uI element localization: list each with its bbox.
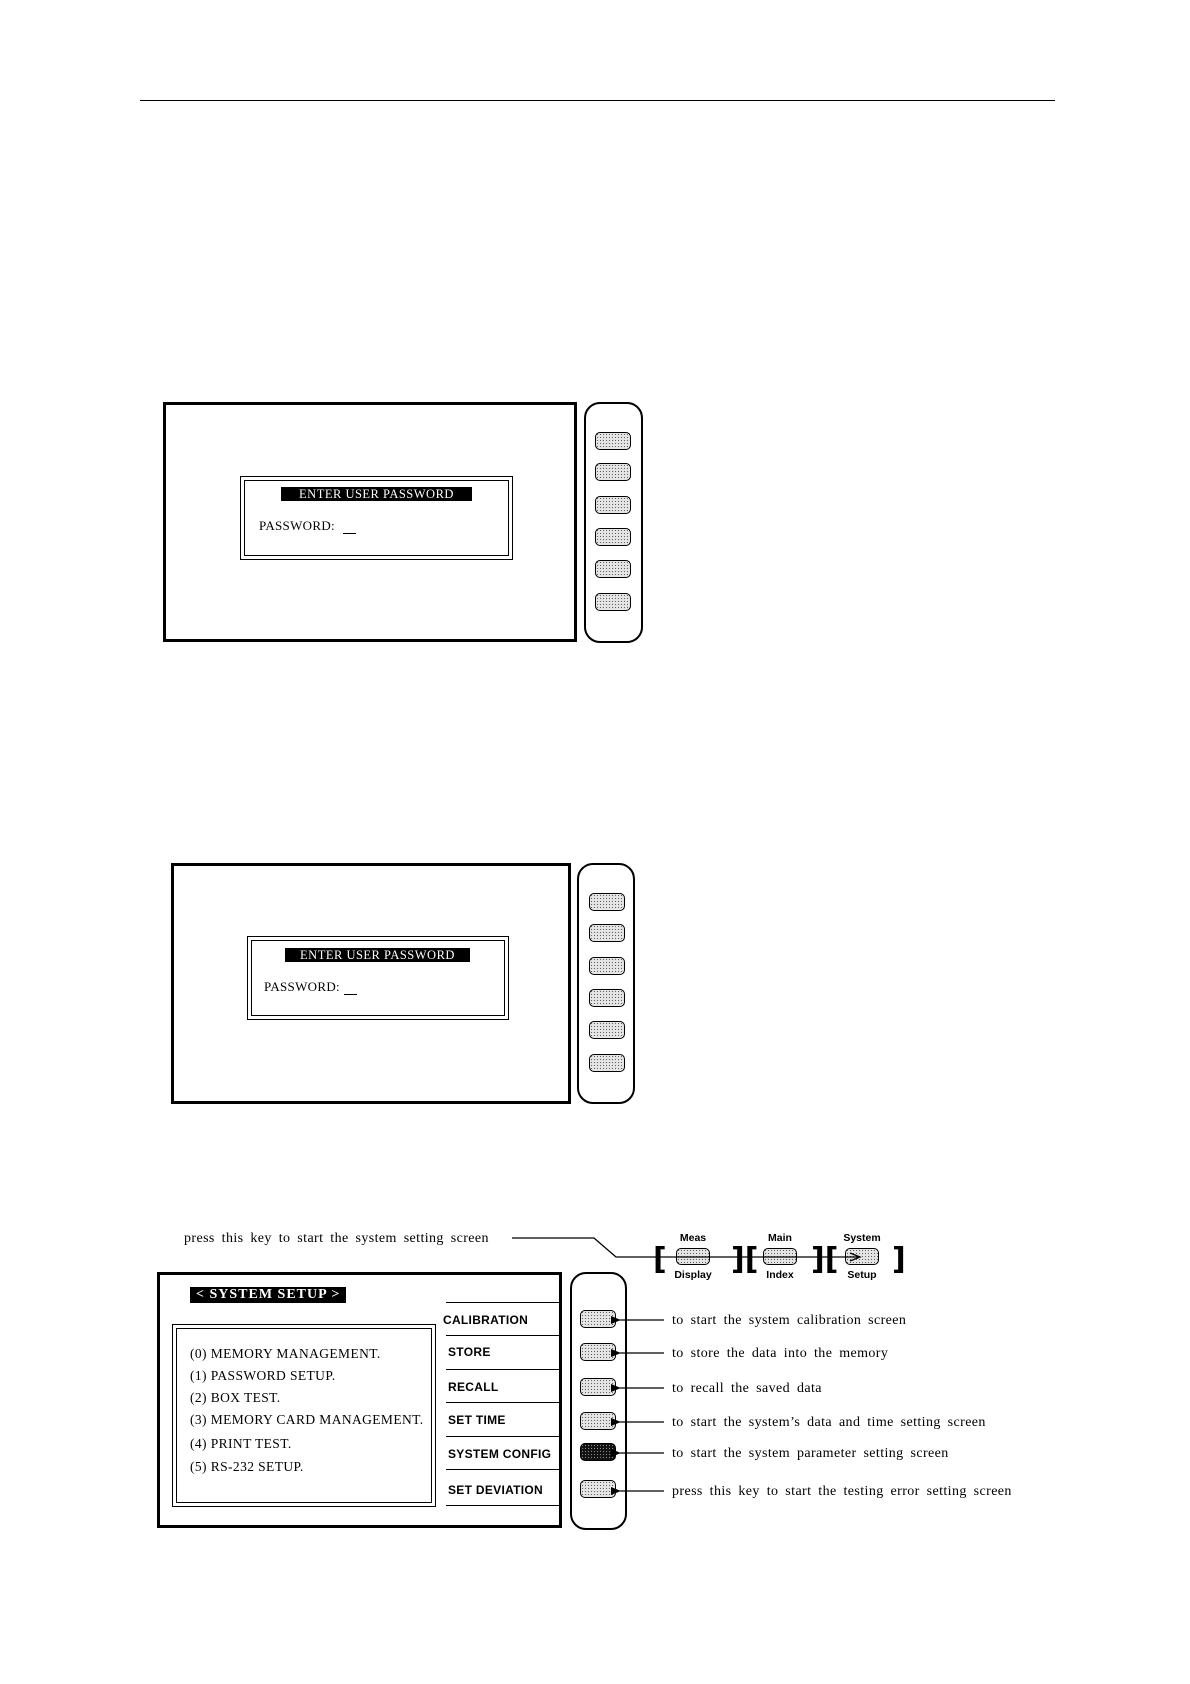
menu-item-memory-management[interactable]: (0) MEMORY MANAGEMENT. [190,1346,381,1361]
desc-set-deviation: press this key to start the testing error setting screen [672,1484,1012,1499]
key-system-label: System [843,1232,881,1244]
password-label: PASSWORD: [259,518,335,533]
label-set-deviation: SET DEVIATION [448,1483,544,1497]
key-main-label: Main [768,1232,792,1244]
desc-set-time: to start the system’s data and time setting screen [672,1415,986,1430]
menu-item-memory-card[interactable]: (3) MEMORY CARD MANAGEMENT. [190,1412,424,1427]
dialog-title: ENTER USER PASSWORD [281,487,472,501]
bracket-mid-1: ][ [731,1242,759,1277]
password-label: PASSWORD: [264,979,340,994]
desc-recall: to recall the saved data [672,1381,822,1396]
key-index-label: Index [766,1269,794,1281]
bracket-open: [ [653,1242,667,1277]
screen-title: < SYSTEM SETUP > [190,1287,346,1303]
label-calibration: CALIBRATION [443,1313,529,1327]
callout-leader [512,1238,858,1257]
desc-store: to store the data into the memory [672,1346,889,1361]
menu-item-rs232-setup[interactable]: (5) RS-232 SETUP. [190,1459,304,1474]
callout-text: press this key to start the system setting screen [184,1231,489,1246]
label-set-time: SET TIME [448,1413,506,1427]
menu-item-password-setup[interactable]: (1) PASSWORD SETUP. [190,1368,336,1383]
desc-calibration: to start the system calibration screen [672,1313,907,1328]
bracket-mid-2: ][ [811,1242,839,1277]
menu-item-box-test[interactable]: (2) BOX TEST. [190,1390,281,1405]
desc-system-config: to start the system parameter setting screen [672,1446,949,1461]
key-display-label: Display [674,1269,712,1281]
bracket-close: ] [892,1242,906,1277]
key-meas-label: Meas [679,1232,707,1244]
label-store: STORE [448,1345,491,1359]
dialog-title: ENTER USER PASSWORD [285,948,470,962]
key-setup-label: Setup [847,1269,877,1281]
label-system-config: SYSTEM CONFIG [448,1447,552,1461]
label-recall: RECALL [448,1380,499,1394]
menu-item-print-test[interactable]: (4) PRINT TEST. [190,1436,292,1451]
